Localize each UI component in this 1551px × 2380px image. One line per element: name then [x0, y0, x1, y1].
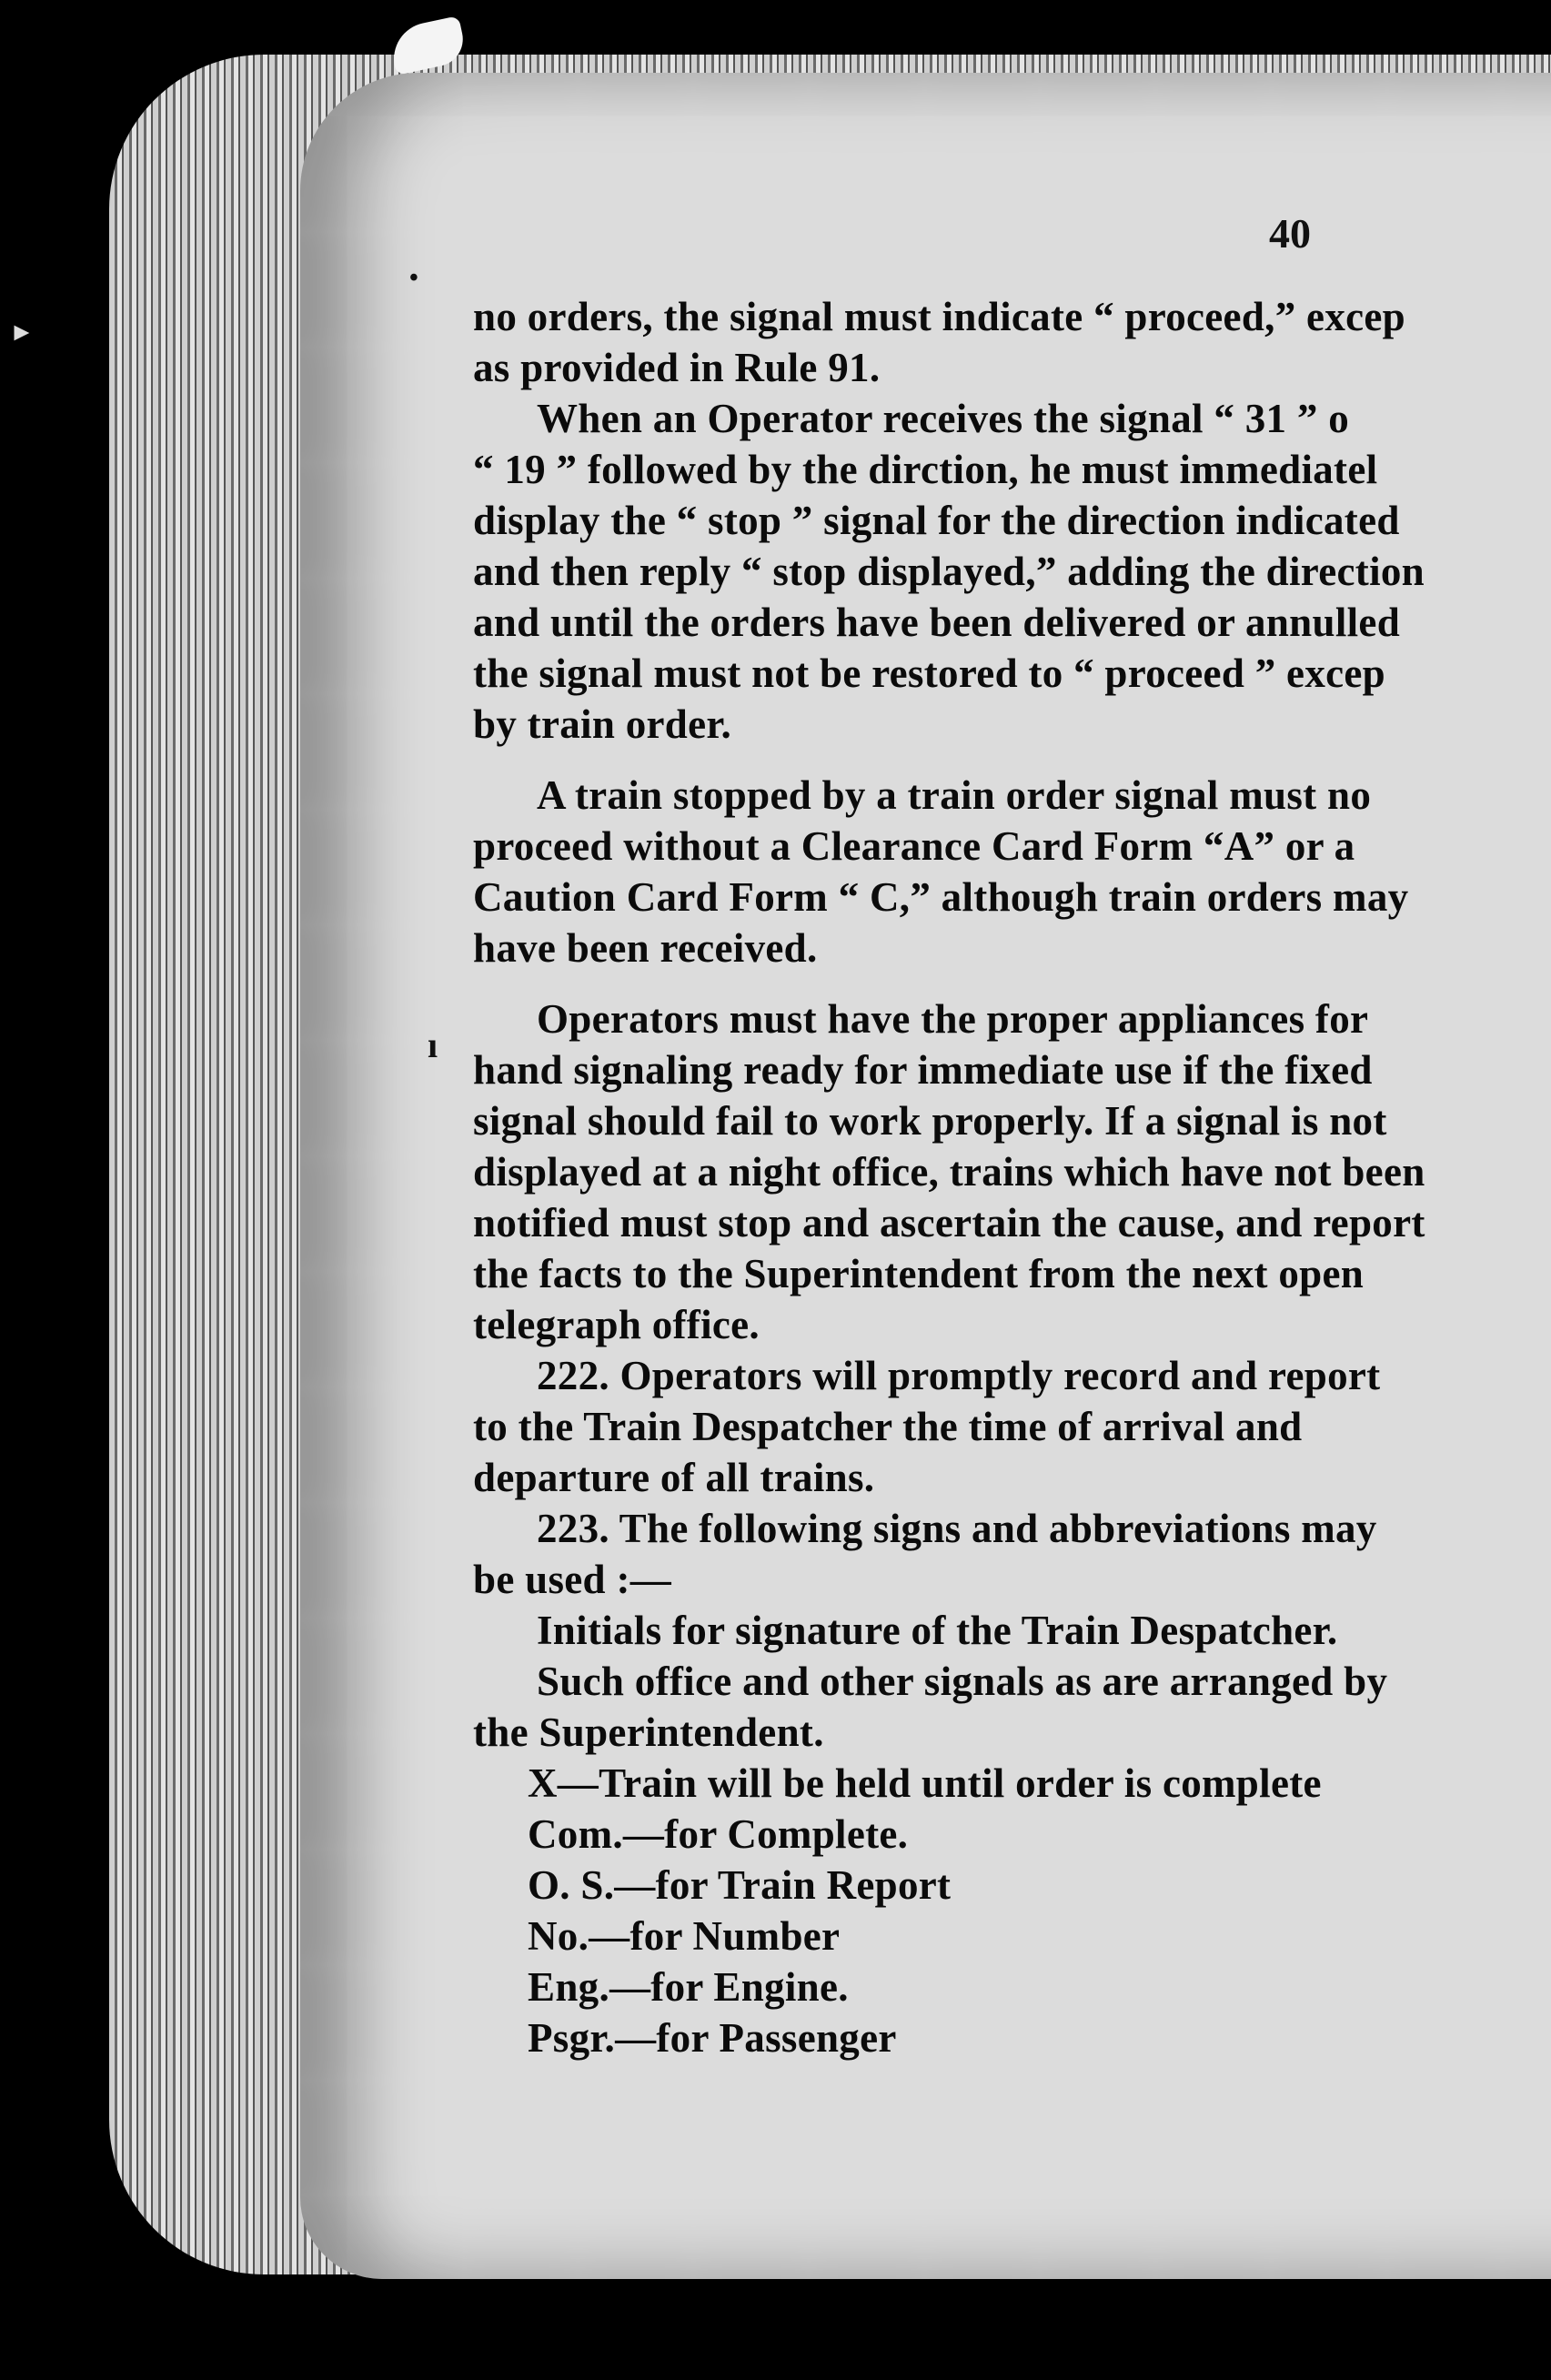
- list-item: Eng.—for Engine.: [528, 1964, 849, 2010]
- text-line: Initials for signature of the Train Despatcher.: [537, 1608, 1338, 1653]
- list-item: X—Train will be held until order is complete: [528, 1760, 1322, 1806]
- text-line: have been received.: [473, 925, 818, 971]
- text-line: Caution Card Form “ C,” although train orders may: [473, 874, 1409, 920]
- text-line: no orders, the signal must indicate “ proceed,” excep: [473, 294, 1405, 339]
- text-line: When an Operator receives the signal “ 31 ” o: [537, 396, 1350, 441]
- text-line: the Superintendent.: [473, 1709, 824, 1755]
- text-line: be used :—: [473, 1557, 672, 1602]
- text-line: Such office and other signals as are arranged by: [537, 1659, 1388, 1704]
- rule-223-line: 223. The following signs and abbreviations may: [537, 1506, 1377, 1551]
- text-line: telegraph office.: [473, 1302, 760, 1347]
- text-line: the signal must not be restored to “ proceed ” excep: [473, 650, 1386, 696]
- text-line: as provided in Rule 91.: [473, 345, 881, 390]
- text-line: displayed at a night office, trains which have not been: [473, 1149, 1425, 1195]
- rule-222-line: 222. Operators will promptly record and report: [537, 1353, 1381, 1398]
- margin-mark: ı: [428, 1024, 438, 1065]
- text-line: A train stopped by a train order signal must no: [537, 772, 1372, 818]
- list-item: Com.—for Complete.: [528, 1811, 909, 1857]
- margin-arrow-icon: ►: [9, 318, 35, 347]
- book-page: [300, 73, 1551, 2279]
- text-line: the facts to the Superintendent from the next open: [473, 1251, 1365, 1296]
- text-line: Operators must have the proper appliances for: [537, 996, 1369, 1042]
- text-line: and then reply “ stop displayed,” adding the direction: [473, 549, 1425, 594]
- text-line: notified must stop and ascertain the cause, and report: [473, 1200, 1425, 1245]
- text-line: proceed without a Clearance Card Form “A” or a: [473, 823, 1355, 869]
- page-text: [473, 209, 1551, 2063]
- text-line: signal should fail to work properly. If a signal is not: [473, 1098, 1387, 1144]
- text-line: by train order.: [473, 701, 732, 747]
- text-line: to the Train Despatcher the time of arrival and: [473, 1404, 1303, 1449]
- margin-dot-icon: •: [409, 264, 418, 292]
- page-number: 40: [1269, 210, 1311, 257]
- text-line: “ 19 ” followed by the dirction, he must immediatel: [473, 447, 1378, 492]
- list-item: Psgr.—for Passenger: [528, 2015, 897, 2061]
- text-line: hand signaling ready for immediate use if the fixed: [473, 1047, 1373, 1093]
- list-item: O. S.—for Train Report: [528, 1862, 952, 1908]
- text-line: and until the orders have been delivered or annulled: [473, 600, 1401, 645]
- text-line: display the “ stop ” signal for the direction indicated: [473, 498, 1400, 543]
- list-item: No.—for Number: [528, 1913, 841, 1959]
- abbreviation-list: [473, 1758, 1551, 2063]
- text-line: departure of all trains.: [473, 1455, 875, 1500]
